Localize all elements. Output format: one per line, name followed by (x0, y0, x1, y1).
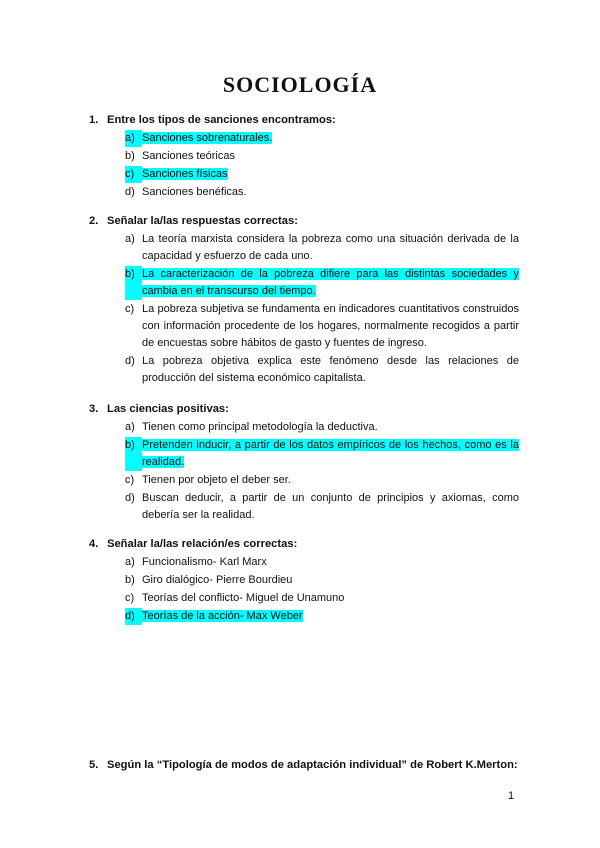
option-d: d) La pobreza objetiva explica este fenómeno desde las relaciones de producción del sistema económico capitalista. (125, 355, 519, 384)
question-text: Según la “Tipología de modos de adaptación individual” de Robert K.Merton: (107, 759, 518, 771)
option-b: b) Pretenden inducir, a partir de los datos empíricos de los hechos, como es la realidad. (125, 437, 519, 471)
question-1 (89, 112, 519, 202)
option-d: d) Sanciones benéficas. (125, 186, 247, 198)
question-2 (89, 213, 519, 388)
question-number: 2. (89, 215, 99, 227)
option-a: a) Sanciones sobrenaturales. (125, 130, 519, 147)
page-number: 1 (508, 790, 515, 802)
option-a: a) La teoría marxista considera la pobreza como una situación derivada de la capacidad y esfuerzo de cada uno. (125, 233, 519, 262)
question-number: 1. (89, 114, 99, 126)
option-b: b) La caracterización de la pobreza difiere para las distintas sociedades y cambia en el transcurso del tiempo. (125, 266, 519, 300)
question-5 (89, 757, 519, 773)
question-text: Señalar la/las respuestas correctas: (107, 215, 298, 227)
page-title: SOCIOLOGÍA (222, 72, 378, 97)
option-c: c) Sanciones físicas (125, 166, 519, 183)
option-d: d) Teorías de la acción- Max Weber (125, 608, 519, 625)
option-c: c) Tienen por objeto el deber ser. (125, 474, 291, 486)
option-b: b) Giro dialógico- Pierre Bourdieu (125, 574, 293, 586)
question-text: Las ciencias positivas: (107, 403, 229, 415)
option-a: a) Tienen como principal metodología la deductiva. (125, 421, 378, 433)
option-a: a) Funcionalismo- Karl Marx (125, 556, 267, 568)
question-4 (89, 536, 519, 626)
question-number: 3. (89, 403, 99, 415)
question-text: Señalar la/las relación/es correctas: (107, 538, 298, 550)
option-b: b) Sanciones teóricas (125, 150, 235, 162)
question-3 (89, 401, 519, 525)
question-number: 5. (89, 759, 99, 771)
question-number: 4. (89, 538, 99, 550)
question-text: Entre los tipos de sanciones encontramos: (107, 114, 336, 126)
option-c: c) Teorías del conflicto- Miguel de Unamuno (125, 592, 345, 604)
option-c: c) La pobreza subjetiva se fundamenta en indicadores cuantitativos construidos con información procedente de los hogares, normalmente recogidos a partir de encuestas sobre hábitos de gasto y fuentes de ingreso. (125, 303, 519, 349)
option-d: d) Buscan deducir, a partir de un conjunto de principios y axiomas, como debería ser la realidad. (125, 492, 519, 521)
